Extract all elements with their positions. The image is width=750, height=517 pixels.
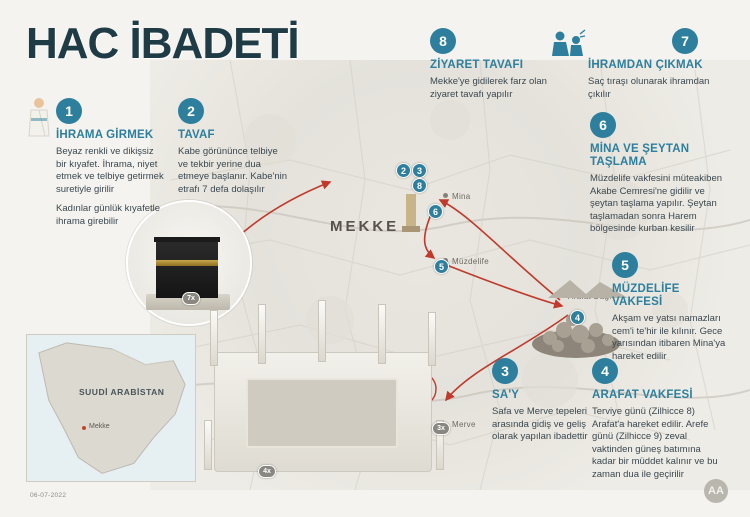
step-4 (592, 358, 722, 481)
map-pin-3x[interactable]: 3x (432, 422, 450, 435)
masjid-al-haram-illustration (200, 300, 450, 485)
step-1-heading: İHRAMA GİRMEK (56, 129, 154, 141)
map-place-label-muzdelife: Müzdelife (452, 257, 489, 266)
step-6-text-1: Müzdelife vakfesini müteakiben Akabe Cemresi'ne gidilir ve şeytan taşlama yapılır. Şeytan taşlamadan sonra Harem bölgesinde kurban kesilir (590, 173, 723, 234)
step-3-text-1: Safa ve Merve tepeleri arasında gidiş ve geliş olarak yapılan ibadettir (492, 406, 588, 442)
step-8-badge: 8 (430, 28, 456, 54)
step-4-heading: ARAFAT VAKFESİ (592, 389, 693, 401)
stones-illustration (528, 300, 624, 360)
step-2-text-1: Kabe görününce telbiye ve tekbir yerine dua etmeye başlanır. Kabe'nin etrafı 7 defa dolaşılır (178, 146, 288, 195)
step-5 (612, 252, 732, 363)
step-7-badge: 7 (672, 28, 698, 54)
map-pin-4x[interactable]: 4x (258, 465, 276, 478)
jamarat-pillar-icon (400, 192, 422, 234)
map-pin-3[interactable]: 3 (412, 163, 427, 178)
inset-map (26, 334, 196, 482)
map-place-label-merve: Merve (452, 420, 476, 429)
step-4-text-1: Terviye günü (Zilhicce 8) Arafat'a hareket edilir. Arefe günü (Zilhicce 9) zeval vaktinden güneş batımına kadar bir müddet kalınır ve bu zaman dua ile geçirilir (592, 406, 718, 480)
step-5-badge: 5 (612, 252, 638, 278)
step-2-badge: 2 (178, 98, 204, 124)
step-1-badge: 1 (56, 98, 82, 124)
inset-city-label: Mekke (89, 423, 110, 430)
map-city-label: MEKKE (330, 218, 400, 235)
map-place-label-mina: Mina (452, 192, 471, 201)
step-1-text-1: Beyaz renkli ve dikişsiz bir kıyafet. İhrama, niyet etmek ve telbiye getirmek suretiyle girilir (56, 146, 164, 195)
map-dot-mina (443, 193, 448, 198)
step-6 (590, 112, 725, 236)
step-2-heading: TAVAF (178, 129, 215, 141)
map-pin-5[interactable]: 5 (434, 259, 449, 274)
step-3 (492, 358, 604, 444)
step-1-text-2: Kadınlar günlük kıyafetle ihrama girebilir (56, 203, 161, 227)
pilgrim-icon (26, 96, 52, 138)
map-pin-8[interactable]: 8 (412, 178, 427, 193)
step-7-text-1: Saç tıraşı olunarak ihramdan çıkılır (588, 76, 710, 100)
step-1 (56, 98, 166, 228)
map-pin-7x[interactable]: 7x (182, 292, 200, 305)
step-2 (178, 98, 290, 196)
inset-country-label: SUUDİ ARABİSTAN (79, 387, 165, 397)
step-8-heading: ZİYARET TAVAFI (430, 59, 524, 71)
inset-map-shape (27, 335, 195, 481)
step-4-badge: 4 (592, 358, 618, 384)
step-3-badge: 3 (492, 358, 518, 384)
step-5-heading: MÜZDELİFE VAKFESİ (612, 283, 680, 308)
step-6-badge: 6 (590, 112, 616, 138)
map-pin-2[interactable]: 2 (396, 163, 411, 178)
page-title: HAC İBADETİ (26, 19, 299, 68)
step-8-text-1: Mekke'ye gidilerek farz olan ziyaret tavafı yapılır (430, 76, 547, 100)
step-8 (430, 28, 550, 101)
map-pin-6[interactable]: 6 (428, 204, 443, 219)
barber-icon (550, 28, 586, 58)
step-7 (588, 28, 716, 101)
step-7-heading: İHRAMDAN ÇIKMAK (588, 59, 703, 71)
step-3-heading: SA'Y (492, 389, 520, 401)
agency-logo: AA (704, 479, 728, 503)
map-pin-4[interactable]: 4 (570, 310, 585, 325)
step-6-heading: MİNA VE ŞEYTAN TAŞLAMA (590, 143, 690, 168)
step-5-text-1: Akşam ve yatsı namazları cem'i te'hir ile kılınır. Gece yarısından itibaren Mina'ya hareket edilir (612, 313, 726, 362)
date-stamp: 06-07-2022 (30, 492, 67, 499)
